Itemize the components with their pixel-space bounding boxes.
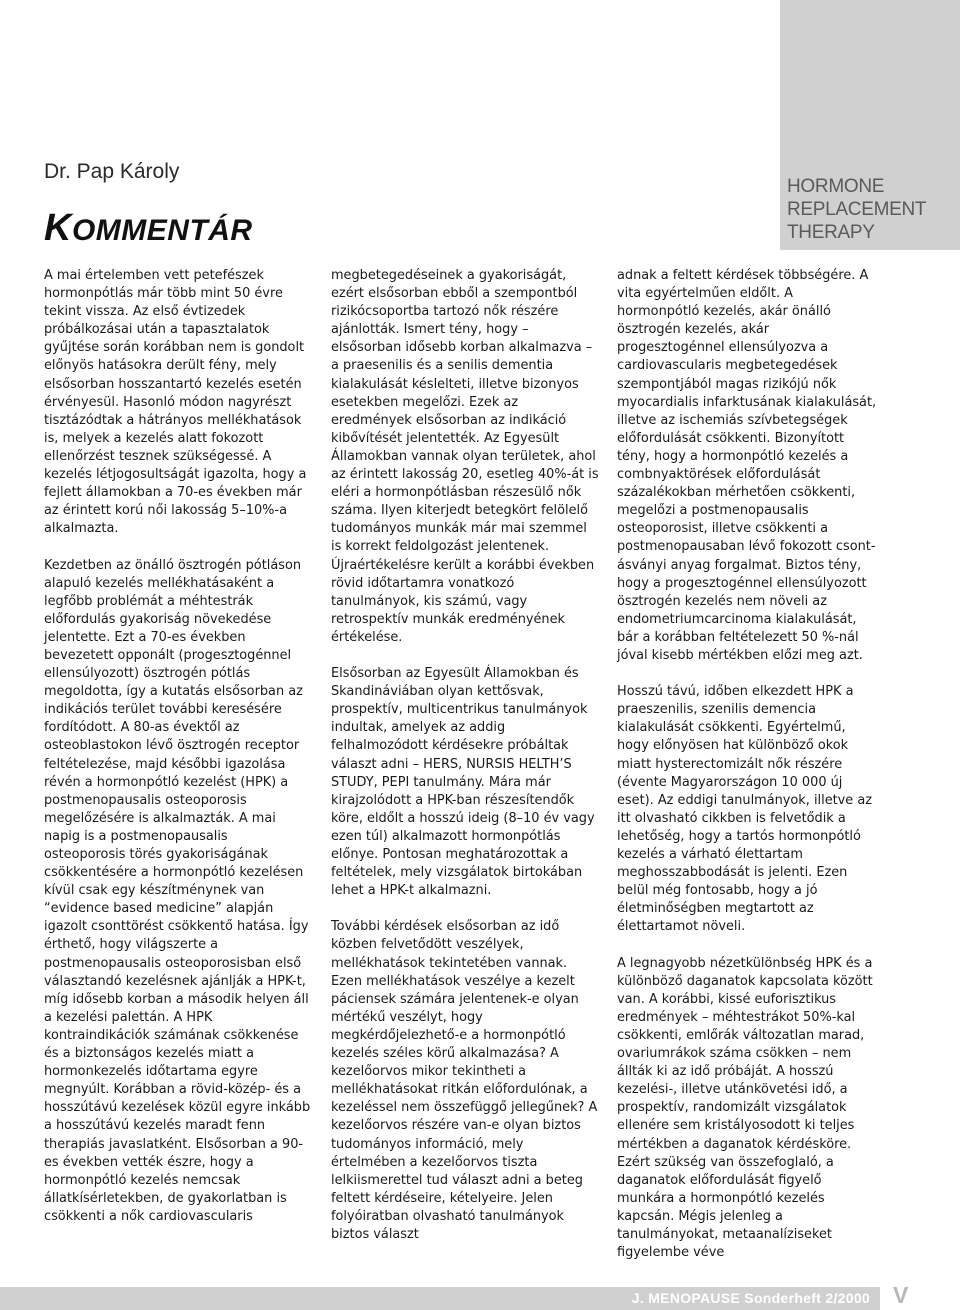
author-name: Dr. Pap Károly bbox=[44, 160, 180, 183]
journal-reference: J. MENOPAUSE Sonderheft 2/2000 bbox=[631, 1290, 870, 1306]
text-column-1 bbox=[44, 267, 312, 1244]
paragraph: megbetegedéseinek a gyakoriságát, ezért elsősorban ebből a szempontból rizikócsoportba tartozó nők részére ajánlották. Ismert tény, hogy – elsősorban idősebb korban alkalmazva – a praesenilis és a senilis dementia kialakulását késlelteti, illetve bizonyos esetekben megelőzi. Ezek az eredmények elsősorban az indikáció kibővítését jelentették. Az Egyesült Államokban vannak olyan területek, ahol az érintett lakosság 20, esetleg 40%-át is eléri a hormonpótlásban részesülő nők száma. Ilyen kiterjedt betegkört felölelő tudományos munkák már mai szemmel is korrekt feldolgozást jelentenek. Újraértékelésre került a korábbi években rövid időtartamra vonatkozó tanulmányok, kis számú, vagy retrospektív munkák eredményének értékelése. bbox=[331, 268, 599, 645]
paragraph: Kezdetben az önálló ösztrogén pótláson alapuló kezelés mellékhatásaként a legfőbb problémát a méhtestrák előfordulás gyakoriság növekedése jelentette. Ezt a 70-es években bevezetett opponált (progesztogénnel ellensúlyozott) ösztrogén pótlás megoldotta, így a kutatás elsősorban az indikációs terület további keresésére fordítódott. A 80-as évektől az osteoblastokon lévő ösztrogén receptor feltételezése, majd későbbi igazolása révén a hormonpótló kezelést (HPK) a postmenopausalis osteoporosis megelőzésére is alkalmazták. A mai napig is a postmenopausalis osteoporosis törés gyakoriságának csökkentésére a hormonpótló kezelésen kívül csak egy készítménynek van “evidence based medicine” alapján igazolt csonttörést csökkentő hatása. Így érthető, hogy világszerte a postmenopausalis osteoporosisban első választandó kezelésnek ajánlják a HPK-t, míg idősebb korban a második helyen áll a kezelési palettán. A HPK kontraindikációk számának csökkenése és a biztonságos kezelés miatt a hormonkezelés időtartama egyre megnyúlt. Korábban a rövid-közép- és a hosszútávú kezelések közül egyre inkább a hosszútávú kezelés maradt fenn therapiás javaslatként. Elsősorban a 90-es években vették észre, hogy a hormonpótló kezelés nemcsak állatkísérletekben, de gyakorlatban is csökkenti a nők cardiovascularis bbox=[44, 557, 311, 1224]
title-initial: K bbox=[44, 207, 72, 249]
section-label-line: HORMONE bbox=[787, 176, 885, 197]
page-title bbox=[44, 207, 253, 250]
paragraph: adnak a feltett kérdések többségére. A vita egyértelműen eldőlt. A hormonpótló kezelés, akár önálló ösztrogén kezelés, akár progesztogénnel ellensúlyozva a cardiovascularis megbetegedések szempontjából magas rizikójú nők myocardialis infarktusának kialakulását, illetve az ischemiás szívbetegségek előfordulását csökkenti. Bizonyított tény, hogy a hormonpótló kezelés a combnyaktörések előfordulását százalékokban mérhetően csökkenti, megelőzi a postmenopausalis osteoporosist, illetve csökkenti a postmenopausaban lévő fokozott csont-ásványi anyag forgalmat. Biztos tény, hogy a progesztogénnel ellensúlyozott ösztrogén kezelés nem növeli az endometriumcarcinoma kialakulását, bár a korábban feltételezett 50 %-nál jóval kisebb mértékben előzi meg azt. bbox=[617, 268, 877, 663]
page-number: V bbox=[893, 1282, 909, 1308]
section-label-line: THERAPY bbox=[787, 222, 875, 243]
paragraph: További kérdések elsősorban az idő közben felvetődött veszélyek, mellékhatások tekintetében vannak. Ezen mellékhatások veszélye a kezelt páciensek számára jelentenek-e olyan mértékű veszélyt, hogy megkérdőjelezhető-e a hormonpótló kezelés széles körű alkalmazása? A kezelőorvos mikor tekintheti a mellékhatásokat ritkán előfordulónak, a kezeléssel nem összefüggő jellegűnek? A kezelőorvos részére van-e olyan biztos tudományos információ, mely értelmében a kezelőorvos tiszta lelkiismerettel tud választ adni a beteg feltett kérdéseire, kételyeire. Jelen folyóiratban olvasható tanulmányok biztos választ bbox=[331, 919, 598, 1242]
paragraph: Hosszú távú, időben elkezdett HPK a praeszenilis, szenilis demencia kialakulását csökkenti. Egyértelmű, hogy előnyösen hat különböző okok miatt hysterectomizált nők részére (évente Magyarországon 10 000 új eset). Az eddigi tanulmányok, illetve az itt olvasható cikkben is felvetődik a lehetőség, hogy a tartós hormonpótló kezelés a várható élettartam meghosszabbodását is jelenti. Ezen belül még fontosabb, hogy a jó életminőségben megtartott az élettartamot növeli. bbox=[617, 684, 873, 935]
title-rest: OMMENTÁR bbox=[71, 214, 253, 247]
text-column-3 bbox=[617, 267, 879, 1280]
paragraph: A legnagyobb nézetkülönbség HPK és a különböző daganatok kapcsolata között van. A korábbi, kissé euforisztikus eredmények – méhtestrákot 50%-kal csökkenti, emlőrák változatlan marad, ovariumrákok száma csökken – nem állták ki az idő próbáját. A hosszú kezelési-, illetve utánkövetési idő, a prospektív, randomizált vizsgálatok ellenére sem kristályosodott ki teljes mértékben a daganatok kérdésköre. Ezért szükség van összefoglaló, a daganatok előfordulását figyelő munkára a hormonpótló kezelés kapcsán. Mégis jelenleg a tanulmányokat, metaanalíziseket figyelembe véve bbox=[617, 955, 873, 1261]
paragraph: Elsősorban az Egyesült Államokban és Skandináviában olyan kettősvak, prospektív, multicentrikus tanulmányok indultak, amelyek az addig felhalmozódott kérdésekre próbáltak választ adni – HERS, NURSIS HELTH’S STUDY, PEPI tanulmány. Mára már kirajzolódott a HPK-ban részesítendők köre, eldőlt a hosszú ideig (8–10 év vagy ezen túl) alkalmazott hormonpótlás előnye. Pontosan meghatározottak a feltételek, mely vizsgálatok birtokában lehet a HPK-t alkalmazni. bbox=[331, 666, 595, 899]
text-column-2 bbox=[331, 267, 599, 1262]
paragraph: A mai értelemben vett petefészek hormonpótlás már több mint 50 évre tekint vissza. Az első évtizedek próbálkozásai után a tapasztalatok gyűjtése során korábban nem is gondolt előnyös hatásokra derült fény, mely elsősorban hosszantartó kezelés esetén érvényesül. Hasonló módon nagyrészt tisztázódtak a hátrányos mellékhatások is, melyek a kezelés alatt fokozott ellenőrzést tesznek szükségessé. A kezelés létjogosultságát igazolta, hogy a fejlett államokban a 70-es években már az érintett korú női lakosság 5–10%-a alkalmazta. bbox=[44, 268, 307, 537]
section-label bbox=[787, 175, 957, 244]
section-label-line: REPLACEMENT bbox=[787, 199, 927, 220]
